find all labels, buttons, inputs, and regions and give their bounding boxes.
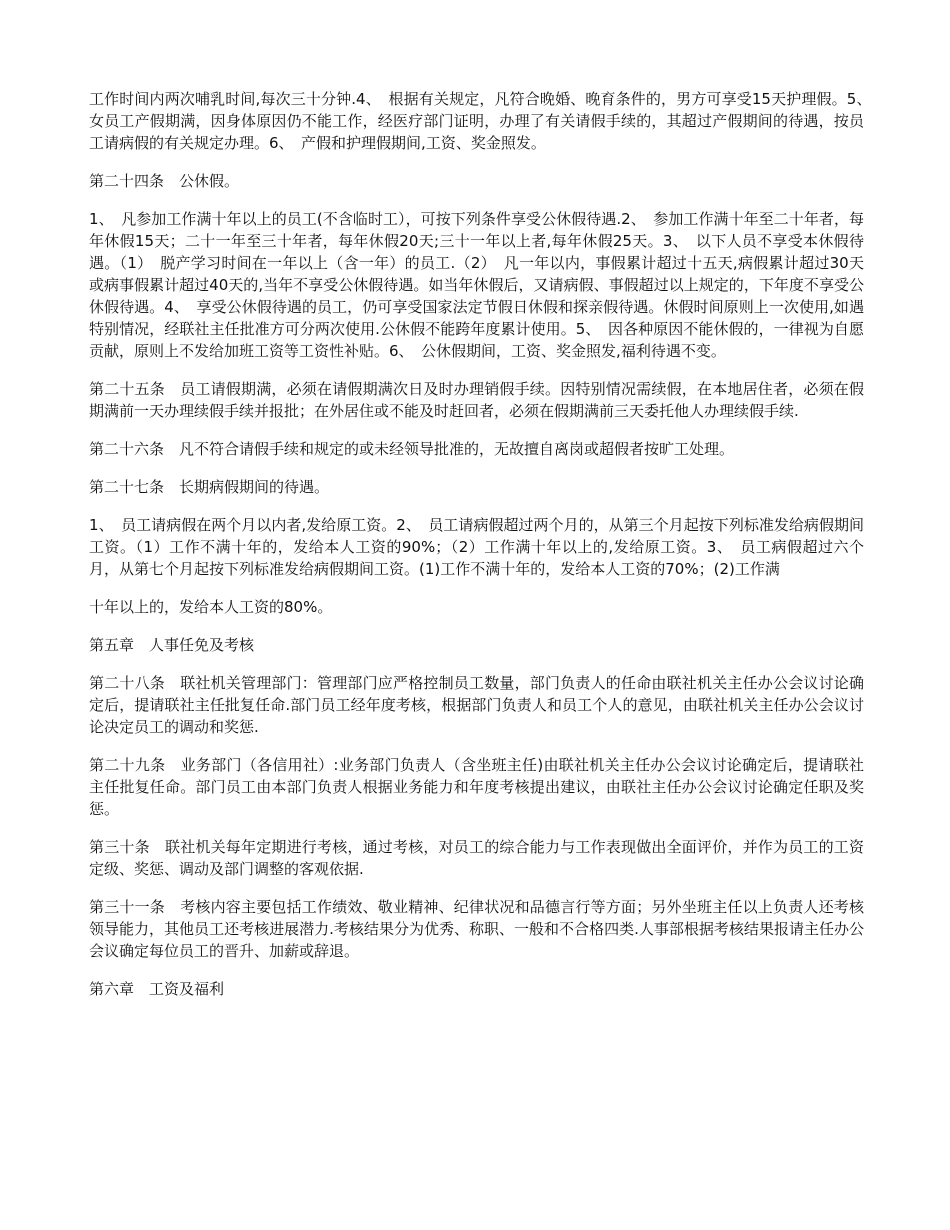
article-28-paragraph: 第二十八条 联社机关管理部门：管理部门应严格控制员工数量，部门负责人的任命由联社机关主任办公会议讨论确定后，提请联社主任批复任命.部门员工经年度考核，根据部门负责人和员工个人的意见，由联社机关主任办公会议讨论决定员工的调动和奖惩. (89, 674, 864, 736)
paragraph-maternity-leave: 工作时间内两次哺乳时间,每次三十分钟.4、 根据有关规定，凡符合晚婚、晚育条件的，男方可享受15天护理假。5、 女员工产假期满，因身体原因仍不能工作，经医疗部门证明，办理了有关请假手续的，其超过产假期间的待遇，按员工请病假的有关规定办理。6、 产假和护理假期间,工资、奖金照发。 (89, 90, 880, 152)
chapter-5-heading: 第五章 人事任免及考核 (89, 636, 255, 654)
article-24-heading: 第二十四条 公休假。 (89, 172, 240, 190)
document-page (89, 88, 880, 1016)
paragraph-annual-leave: 1、 凡参加工作满十年以上的员工(不含临时工），可按下列条件享受公休假待遇.2、 参加工作满十年至二十年者，每年休假15天；二十一年至三十年者，每年休假20天;三十一年以上者,每年休假25天。3、 以下人员不享受本休假待遇。（1） 脱产学习时间在一年以上（含一年）的员工.（2） 凡一年以内，事假累计超过十五天,病假累计超过30天或病事假累计超过40天的,当年不享受公休假待遇。如当年休假后，又请病假、事假超过以上规定的，下年度不享受公休假待遇。4、 享受公休假待遇的员工，仍可享受国家法定节假日休假和探亲假待遇。休假时间原则上一次使用,如遇特别情况，经联社主任批准方可分两次使用.公休假不能跨年度累计使用。5、 因各种原因不能休假的，一律视为自愿贡献，原则上不发给加班工资等工资性补贴。6、 公休假期间，工资、奖金照发,福利待遇不变。 (89, 210, 864, 360)
paragraph-sick-leave-pay: 1、 员工请病假在两个月以内者,发给原工资。2、 员工请病假超过两个月的，从第三个月起按下列标准发给病假期间工资。（1）工作不满十年的，发给本人工资的90%；（2）工作满十年以上的,发给原工资。3、 员工病假超过六个月，从第七个月起按下列标准发给病假期间工资。(1)工作不满十年的，发给本人工资的70%；(2)工作满 (89, 516, 864, 578)
article-27-heading: 第二十七条 长期病假期间的待遇。 (89, 478, 330, 496)
article-25-paragraph: 第二十五条 员工请假期满，必须在请假期满次日及时办理销假手续。因特别情况需续假，在本地居住者，必须在假期满前一天办理续假手续并报批；在外居住或不能及时赶回者，必须在假期满前三天委托他人办理续假手续. (89, 380, 864, 420)
article-30-paragraph: 第三十条 联社机关每年定期进行考核，通过考核，对员工的综合能力与工作表现做出全面评价，并作为员工的工资定级、奖惩、调动及部门调整的客观依据. (89, 838, 864, 878)
paragraph-sick-leave-pay-continued: 十年以上的，发给本人工资的80%。 (89, 598, 333, 616)
article-31-paragraph: 第三十一条 考核内容主要包括工作绩效、敬业精神、纪律状况和品德言行等方面；另外坐班主任以上负责人还考核领导能力，其他员工还考核进展潜力.考核结果分为优秀、称职、一般和不合格四类.人事部根据考核结果报请主任办公会议确定每位员工的晋升、加薪或辞退。 (89, 898, 864, 960)
article-26-paragraph: 第二十六条 凡不符合请假手续和规定的或未经领导批准的，无故擅自离岗或超假者按旷工处理。 (89, 440, 735, 458)
article-29-paragraph: 第二十九条 业务部门（各信用社）:业务部门负责人（含坐班主任)由联社机关主任办公会议讨论确定后，提请联社主任批复任命。部门员工由本部门负责人根据业务能力和年度考核提出建议，由联社主任办公会议讨论确定任职及奖惩。 (89, 756, 864, 818)
chapter-6-heading: 第六章 工资及福利 (89, 980, 225, 998)
